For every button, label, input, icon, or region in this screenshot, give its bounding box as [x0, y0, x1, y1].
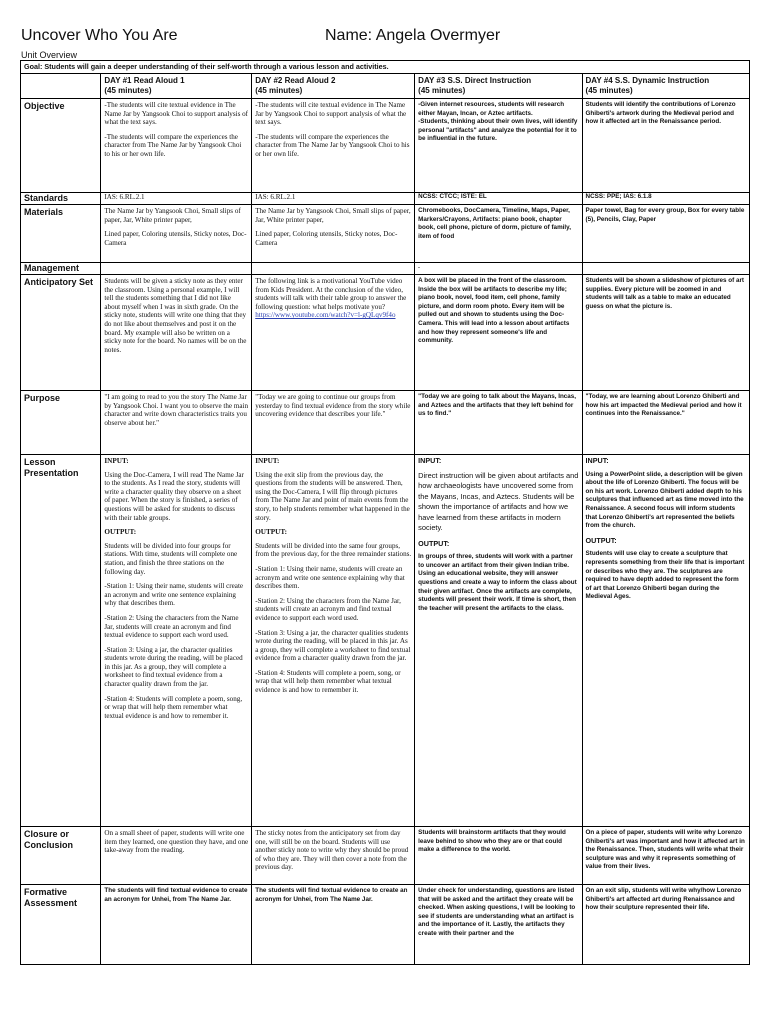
standards-day4: NCSS: PPE; IAS: 6.1.8	[582, 193, 749, 205]
cell-paragraph: -Station 4: Students will complete a poem, song, or wrap that will help them remember what textual evidence is and how to remember it.	[255, 668, 401, 695]
standards-day2: IAS: 6.RL.2.1	[252, 193, 415, 205]
output-heading: OUTPUT:	[255, 528, 288, 537]
formative-day1	[101, 885, 252, 965]
materials-day2	[252, 205, 415, 263]
lesson-day1	[101, 455, 252, 827]
column-header-day2	[252, 74, 415, 99]
output-heading: OUTPUT:	[104, 528, 137, 537]
cell-paragraph: Lined paper, Coloring utensils, Sticky notes, Doc-Camera	[104, 230, 247, 247]
objective-day1	[101, 99, 252, 193]
lesson-day3	[415, 455, 582, 827]
closure-day2	[252, 827, 415, 885]
formative-row	[21, 885, 750, 965]
input-heading: INPUT:	[255, 457, 280, 465]
cell-paragraph: Students will be shown a slideshow of pictures of art supplies. Every picture will be zoomed in and students will talk as a table to make an educated guess on what the picture is.	[585, 277, 745, 310]
management-day3: .	[415, 263, 582, 275]
cell-paragraph: -Station 4: Students will complete a poem, song, or wrap that will help them remember what textual evidence is and how to remember it.	[104, 694, 243, 720]
cell-paragraph: Using the exit slip from the previous day, the questions from the students will be answered. Then, using the Doc-Camera, I will flip through pictures from The Name Jar and point of main events from the story, to help students remember what happened in the story.	[255, 470, 410, 522]
standards-day1: IAS: 6.RL.2.1	[101, 193, 252, 205]
cell-paragraph: -Station 2: Using the characters from the Name Jar, students will create an acronym and find textual evidence to support each word used.	[104, 613, 239, 640]
row-label-formative: Formative Assessment	[21, 885, 101, 965]
purpose-day4	[582, 391, 749, 455]
closure-day1	[101, 827, 252, 885]
objective-day3	[415, 99, 582, 193]
cell-paragraph: "Today, we are learning about Lorenzo Ghiberti and how his art impacted the Medieval period and how it continues into the Renaissance."	[585, 393, 742, 418]
column-duration: (45 minutes)	[418, 86, 466, 95]
closure-day3	[415, 827, 582, 885]
goal-row	[21, 61, 750, 74]
cell-paragraph: Using the Doc-Camera, I will read The Name Jar to the students. As I read the story, students will write a character quality they observe on a sheet of paper. When the story is finished, a series of questions will be asked for students to discuss with their table groups.	[104, 470, 244, 522]
unit-plan-table	[20, 60, 750, 965]
column-header-day3	[415, 74, 582, 99]
column-duration: (45 minutes)	[585, 86, 633, 95]
anticipatory-day1	[101, 275, 252, 391]
anticipatory-row	[21, 275, 750, 391]
cell-paragraph: -Station 1: Using their name, students will create an acronym and write one sentence explaining why that describes them.	[104, 582, 244, 608]
cell-paragraph: "Today we are going to continue our groups from yesterday to find textual evidence from the story while uncovering evidence that describes your life."	[255, 393, 411, 419]
row-label-materials: Materials	[21, 205, 101, 263]
column-title: DAY #3 S.S. Direct Instruction	[418, 76, 532, 85]
row-label-objective: Objective	[21, 99, 101, 193]
cell-paragraph: -The students will cite textual evidence in The Name Jar by Yangsook Choi to support analysis of what the text says.	[255, 101, 407, 127]
management-day2	[252, 263, 415, 275]
cell-paragraph: -Given internet resources, students will research either Mayan, Incan, or Aztec artifacts. -Students, thinking about their own lives, will identify personal "artifacts" and analyze the potential for it to be influential in the future.	[418, 101, 578, 143]
management-day4	[582, 263, 749, 275]
anticipatory-day2-text: The following link is a motivational YouTube video from Kids President. At the conclusion of the video, students will talk with their table group to answer the following question: what helps motivate you?	[255, 277, 407, 311]
management-row	[21, 263, 750, 275]
column-title: DAY #1 Read Aloud 1	[104, 76, 185, 85]
cell-paragraph: "Today we are going to talk about the Mayans, Incas, and Aztecs and the artifacts that they left behind for us to find."	[418, 393, 577, 418]
cell-paragraph: Using a PowerPoint slide, a description will be given about the life of Lorenzo Ghiberti. The focus will be on his art work. Lorenzo Ghiberti added depth to his sculptures that influenced art as time moved into the Renaissance. A second focus will inform students that Lorenzo Ghiberti's art represented the beliefs from the church.	[585, 470, 744, 530]
cell-paragraph: Students will be given a sticky note as they enter the classroom. Using a personal example, I will tell the students something that I did not like about myself when I was in sixth grade. On the sticky note, students will write one thing that they do not like about themselves and post it on the board. My example will also be written on a sticky note for the board. No names will be on the notes.	[104, 277, 247, 354]
row-label-lesson: Lesson Presentation	[21, 455, 101, 827]
anticipatory-day4	[582, 275, 749, 391]
input-heading: INPUT:	[585, 456, 609, 465]
anticipatory-day2	[252, 275, 415, 391]
cell-paragraph: Students will use clay to create a sculpture that represents something from their life that is important or describes who they are. The sculptures are required to have depth added to represent the form of art that Lorenzo Ghiberti began during the Medieval Ages.	[585, 550, 745, 601]
author-name: Name: Angela Overmyer	[325, 27, 501, 44]
purpose-day1	[101, 391, 252, 455]
goal-text: Goal: Students will gain a deeper understanding of their self-worth through a various lesson and activities.	[21, 61, 750, 74]
youtube-video-link[interactable]: https://www.youtube.com/watch?v=l-gQLqv9f4o	[255, 311, 396, 320]
column-duration: (45 minutes)	[104, 86, 152, 95]
cell-paragraph: On an exit slip, students will write why/how Lorenzo Ghiberti's art affected art during Renaissance and how their sculpture represented their life.	[585, 887, 742, 912]
cell-paragraph: Chromebooks, DocCamera, Timeline, Maps, Paper, Markers/Crayons, Artifacts: piano book, chapter book, cell phone, picture of dorm, picture of family, item of food	[418, 207, 571, 240]
row-label-purpose: Purpose	[21, 391, 101, 455]
materials-day3	[415, 205, 582, 263]
cell-paragraph: Students will brainstorm artifacts that they would leave behind to show who they are or that could make a difference to the world.	[418, 829, 566, 854]
cell-paragraph: -Station 2: Using the characters from the Name Jar, students will create an acronym and find textual evidence to support each word used.	[255, 596, 401, 622]
standards-row	[21, 193, 750, 205]
cell-paragraph	[255, 277, 411, 320]
document-title: Uncover Who You Are	[21, 27, 178, 44]
column-title: DAY #4 S.S. Dynamic Instruction	[585, 76, 710, 85]
cell-paragraph: Students will identify the contributions of Lorenzo Ghiberti's artwork during the Medieval period and how it affected art in the Renaissance period.	[585, 101, 736, 126]
cell-paragraph: -The students will compare the experiences the character from The Name Jar by Yangsook Choi to his or her own life.	[104, 132, 242, 158]
lesson-day4	[582, 455, 749, 827]
cell-paragraph: "I am going to read to you the story The Name Jar by Yangsook Choi. I want you to observe the main character and write down characteristics traits you observe about her."	[104, 393, 249, 427]
cell-paragraph: -The students will compare the experiences the character from The Name Jar by Yangsook Choi to his or her own life.	[255, 132, 410, 158]
lesson-day2	[252, 455, 415, 827]
row-label-management: Management	[21, 263, 101, 275]
cell-paragraph: The Name Jar by Yangsook Choi, Small slips of paper, Jar, White printer paper,	[255, 207, 411, 224]
purpose-day2	[252, 391, 415, 455]
closure-row	[21, 827, 750, 885]
cell-paragraph: The students will find textual evidence to create an acronym for Unhei, from The Name Jar.	[255, 887, 408, 903]
output-heading: OUTPUT:	[418, 538, 450, 548]
cell-paragraph: The sticky notes from the anticipatory set from day one, will still be on the board. Students will use another sticky note to write why they should be proud of who they are. They will then cover a note from the previous day.	[255, 829, 409, 872]
column-duration: (45 minutes)	[255, 86, 303, 95]
header-empty-cell	[21, 74, 101, 99]
materials-row	[21, 205, 750, 263]
objective-row	[21, 99, 750, 193]
objective-day2	[252, 99, 415, 193]
cell-paragraph: -Station 3: Using a jar, the character qualities students wrote during the reading, will be placed in this jar. As a group, they will complete a worksheet to find textual evidence from a character quality drawn from the jar.	[255, 628, 411, 663]
anticipatory-day3	[415, 275, 582, 391]
cell-paragraph: On a small sheet of paper, students will write one item they learned, one question they have, and one take-away from the reading.	[104, 829, 249, 855]
output-heading: OUTPUT:	[585, 535, 617, 545]
document-subtitle: Unit Overview	[21, 50, 78, 60]
cell-paragraph: Students will be divided into four groups for stations. With time, students will complete one station, and finish the three stations on the following day.	[104, 541, 238, 576]
lesson-row	[21, 455, 750, 827]
closure-day4	[582, 827, 749, 885]
cell-paragraph: A box will be placed in the front of the classroom. Inside the box will be artifacts to describe my life; piano book, novel, food item, cell phone, family picture, and dorm room photo. Every item will be pulled out and shown to students using the Doc-Camera. This will lead into a lesson about artifacts and how they represent someone's life and community.	[418, 277, 570, 345]
column-header-day1	[101, 74, 252, 99]
cell-paragraph: Direct instruction will be given about artifacts and how archaeologists have uncovered some from the Mayans, Incas, and Aztecs. Students will be shown the importance of artifacts and how we have learned from these artifacts in modern society.	[418, 470, 579, 533]
cell-paragraph: Lined paper, Coloring utensils, Sticky notes, Doc-Camera	[255, 230, 398, 247]
cell-paragraph: On a piece of paper, students will write why Lorenzo Ghiberti's art was important and how it affected art in the Renaissance. Then, students will write what their sculpture was and why it represents something of value from their lives.	[585, 829, 745, 871]
cell-paragraph: The students will find textual evidence to create an acronym for Unhei, from The Name Jar.	[104, 887, 248, 903]
formative-day2	[252, 885, 415, 965]
cell-paragraph: In groups of three, students will work with a partner to uncover an artifact from their given Indian tribe. Using an educational website, they will answer questions and create a way to inform the class about their given artifact. Once the artifacts are complete, students will present their work. If time is short, then the teacher will present the artifacts to the class.	[418, 553, 577, 612]
purpose-row	[21, 391, 750, 455]
input-heading: INPUT:	[104, 457, 129, 465]
materials-day4	[582, 205, 749, 263]
row-label-anticipatory: Anticipatory Set	[21, 275, 101, 391]
header-row	[21, 74, 750, 99]
cell-paragraph: The Name Jar by Yangsook Choi, Small slips of paper, Jar, White printer paper,	[104, 207, 241, 224]
cell-paragraph: Students will be divided into the same four groups, from the previous day, for the three remainder stations.	[255, 541, 412, 559]
cell-paragraph: -Station 3: Using a jar, the character qualities students wrote during the reading, will be placed in this jar. As a group, they will complete a worksheet to find textual evidence from a character quality drawn from the jar.	[104, 645, 243, 689]
cell-paragraph: -Station 1: Using their name, students will create an acronym and write one sentence explaining why that describes them.	[255, 564, 405, 591]
purpose-day3	[415, 391, 582, 455]
row-label-closure: Closure or Conclusion	[21, 827, 101, 885]
cell-paragraph: Under check for understanding, questions are listed that will be asked and the artifact they create will be checked. When asking questions, I will be looking to see if students are understanding what an artifact is and the importance of it. Lastly, the artifacts they create with their partner and the	[418, 887, 576, 937]
formative-day4	[582, 885, 749, 965]
cell-paragraph: -The students will cite textual evidence in The Name Jar by Yangsook Choi to support analysis of what the text says.	[104, 101, 249, 127]
objective-day4	[582, 99, 749, 193]
row-label-standards: Standards	[21, 193, 101, 205]
column-title: DAY #2 Read Aloud 2	[255, 76, 336, 85]
management-day1	[101, 263, 252, 275]
cell-paragraph: Paper towel, Bag for every group, Box for every table (5), Pencils, Clay, Paper	[585, 207, 745, 223]
materials-day1	[101, 205, 252, 263]
input-heading: INPUT:	[418, 456, 442, 465]
standards-day3: NCSS: CTCC; ISTE: EL	[415, 193, 582, 205]
formative-day3	[415, 885, 582, 965]
column-header-day4	[582, 74, 749, 99]
